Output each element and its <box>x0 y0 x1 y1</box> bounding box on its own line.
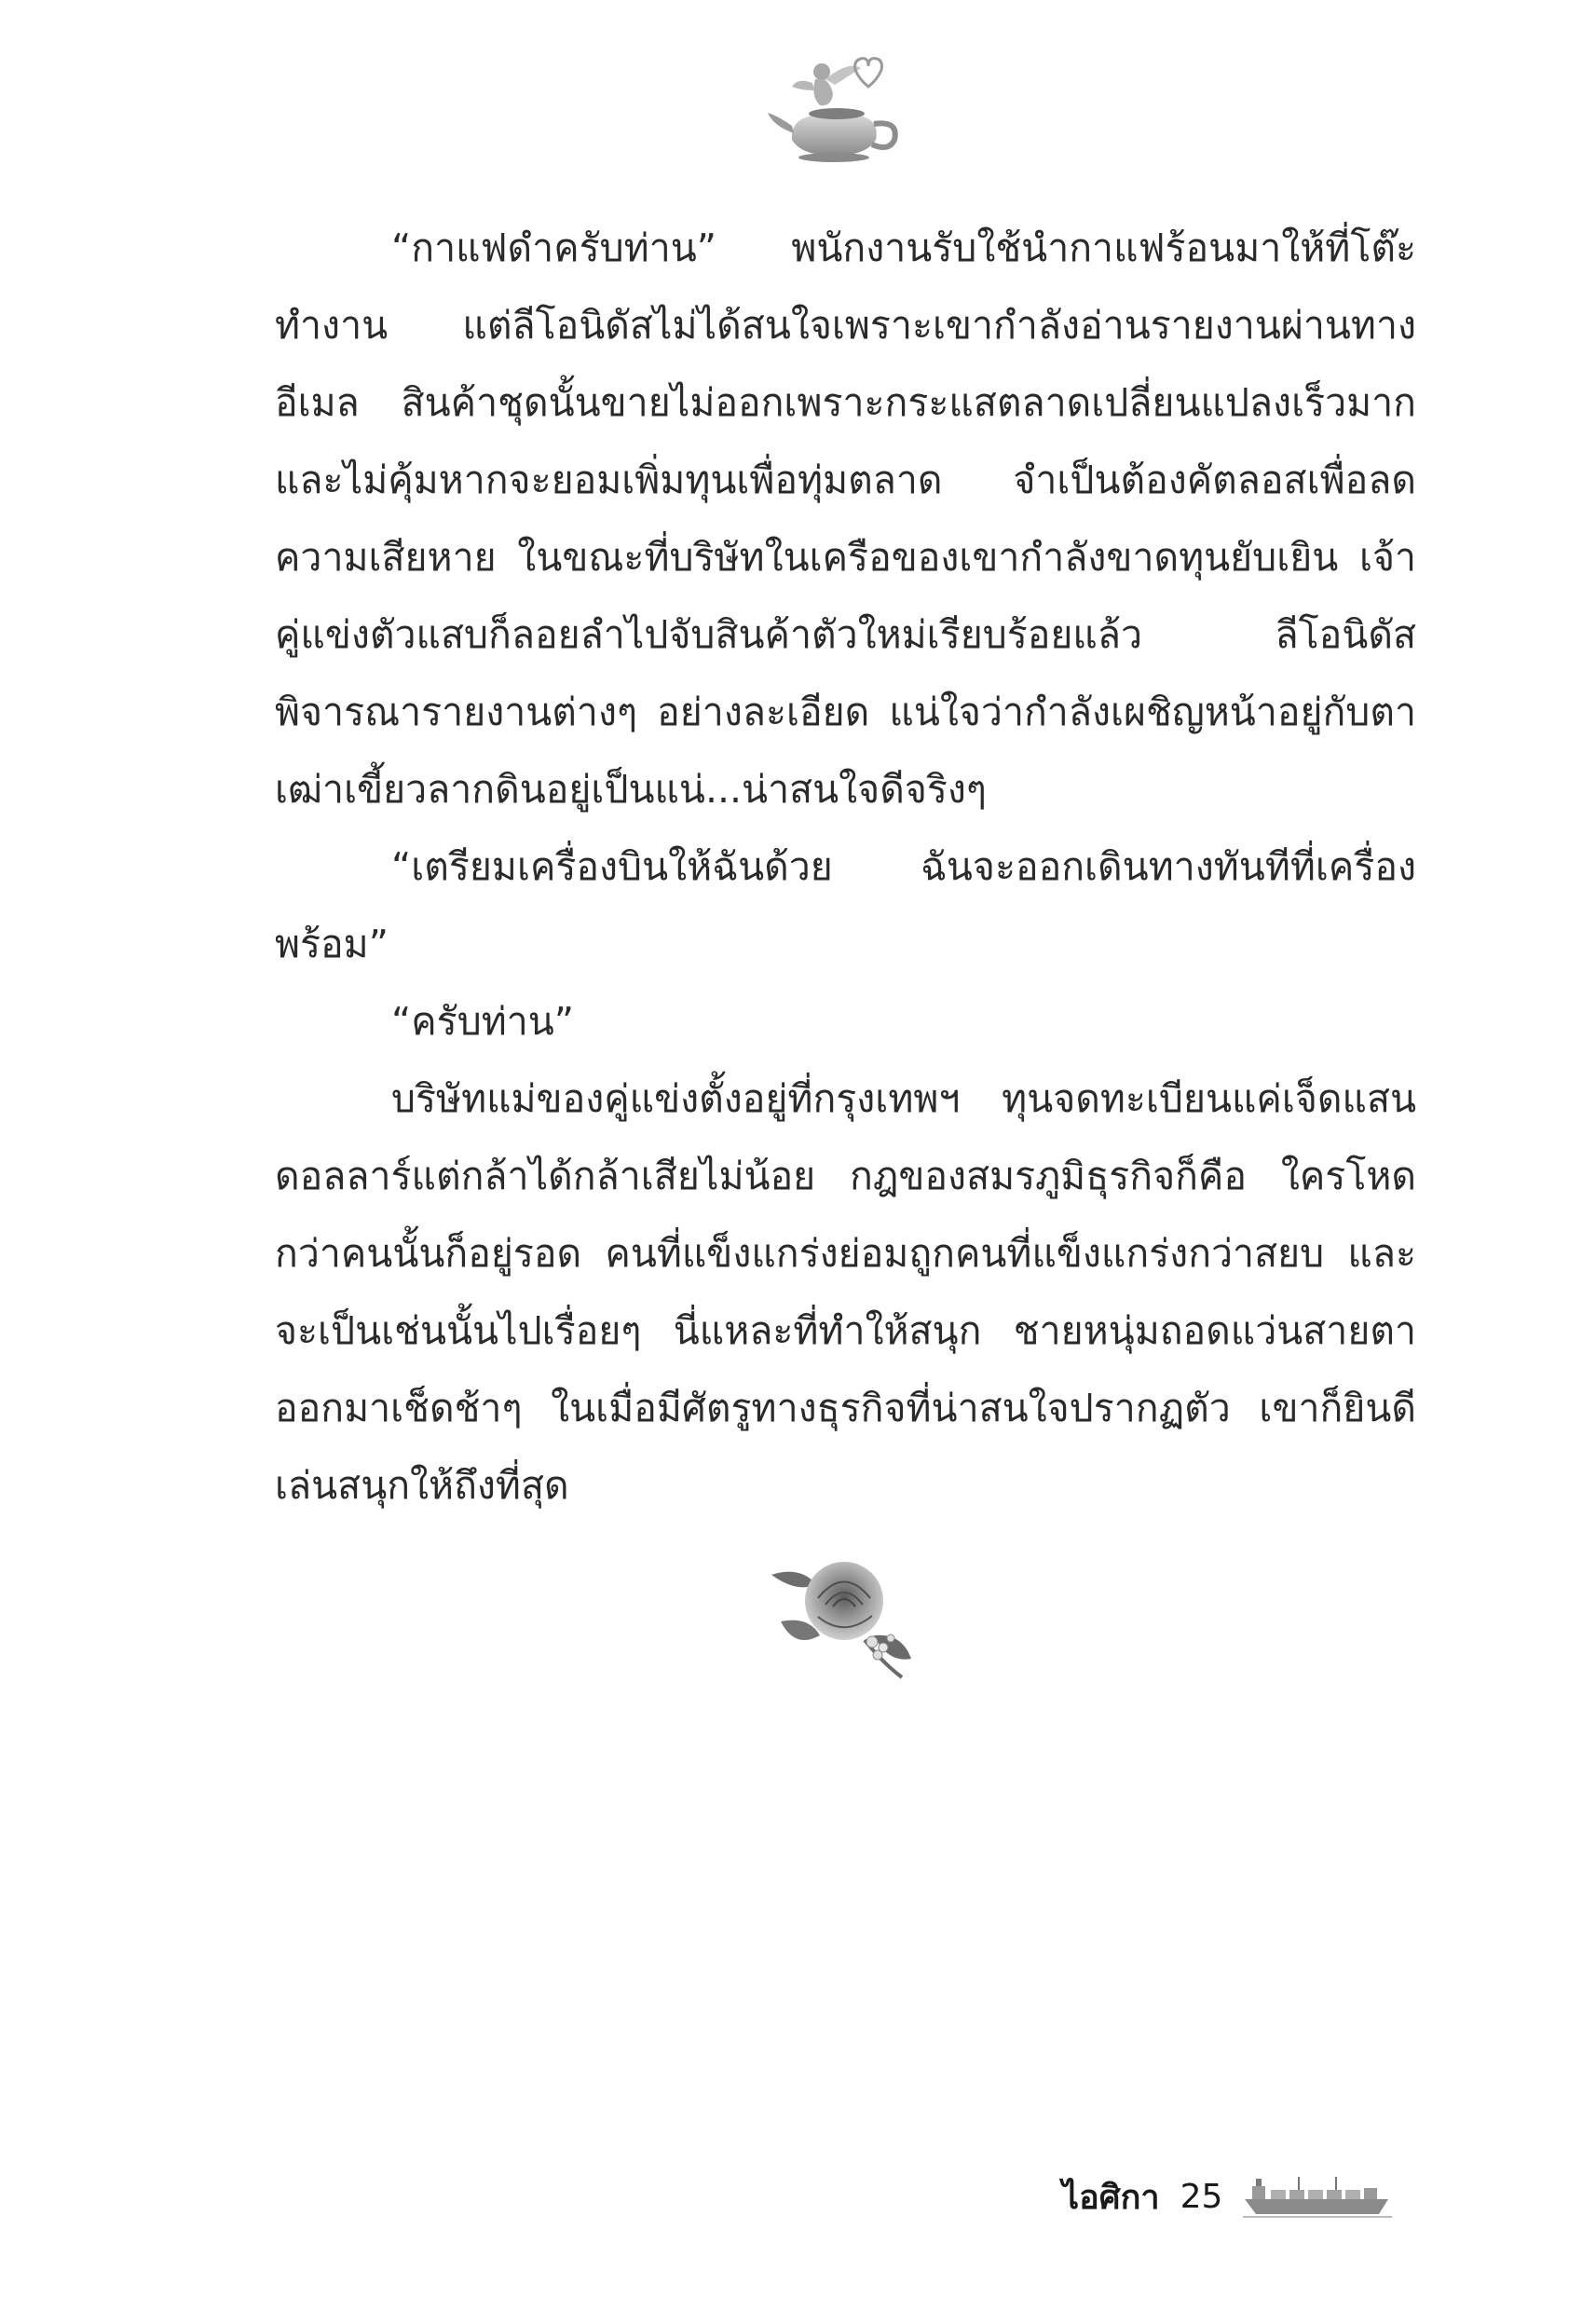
cupid-teapot-ornament-icon <box>764 51 904 177</box>
page-number: 25 <box>1180 2177 1223 2216</box>
paragraph-competitor: บริษัทแม่ของคู่แข่งตั้งอยู่ที่กรุงเทพฯ ทุนจดทะเบียนแค่เจ็ดแสนดอลลาร์แต่กล้าได้กล้าเสียไม่น้อย กฎของสมรภูมิธุรกิจก็คือ ใครโหดกว่าคนนั้นก็อยู่รอด คนที่แข็งแกร่งย่อมถูกคนที่แข็งแกร่งกว่าสยบ และจะเป็นเช่นนั้นไปเรื่อยๆ นี่แหละที่ทำให้สนุก ชายหนุ่มถอดแว่นสายตาออกมาเช็ดช้าๆ ในเมื่อมีศัตรูทางธุรกิจที่น่าสนใจปรากฏตัว เขาก็ยินดีเล่นสนุกให้ถึงที่สุด <box>275 1076 1416 1508</box>
cargo-ship-icon <box>1243 2173 1392 2220</box>
paragraph-plane-order: “เตรียมเครื่องบินให้ฉันด้วย ฉันจะออกเดินทางทันทีที่เครื่องพร้อม” <box>275 844 1416 966</box>
chapter-body <box>275 210 1416 1525</box>
rose-ornament-icon <box>762 1547 930 1687</box>
paragraph-reply: “ครับท่าน” <box>391 999 575 1044</box>
paragraph-report: “กาแฟดำครับท่าน” พนักงานรับใช้นำกาแฟร้อนมาให้ที่โต๊ะทำงาน แต่ลีโอนิดัสไม่ได้สนใจเพราะเขากำลังอ่านรายงานผ่านทางอีเมล สินค้าชุดนั้นขายไม่ออกเพราะกระแสตลาดเปลี่ยนแปลงเร็วมาก และไม่คุ้มหากจะยอมเพิ่มทุนเพื่อทุ่มตลาด จำเป็นต้องคัตลอสเพื่อลดความเสียหาย ในขณะที่บริษัทในเครือของเขากำลังขาดทุนยับเยิน เจ้าคู่แข่งตัวแสบก็ลอยลำไปจับสินค้าตัวใหม่เรียบร้อยแล้ว ลีโอนิดัสพิจารณารายงานต่างๆ อย่างละเอียด แน่ใจว่ากำลังเผชิญหน้าอยู่กับตาเฒ่าเขี้ยวลากดินอยู่เป็นแน่...น่าสนใจดีจริงๆ <box>275 226 1416 812</box>
page-footer <box>1062 2164 1453 2229</box>
book-title: ไอศิกา <box>1062 2178 1160 2217</box>
